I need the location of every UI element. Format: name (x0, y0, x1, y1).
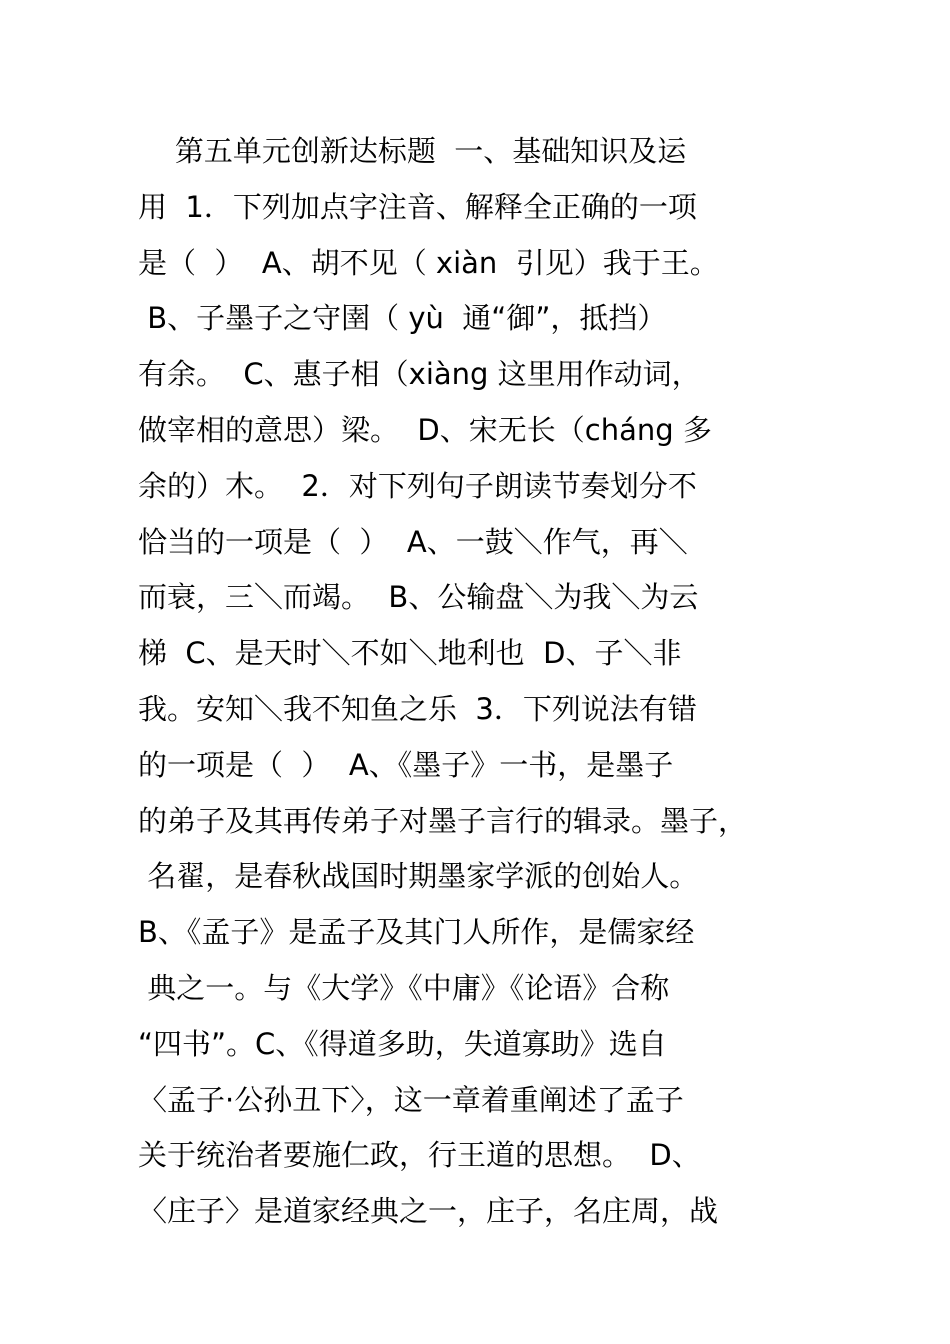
text-line-3: 是（ ） A、胡不见（ xiàn 引见）我于王。 (138, 245, 719, 280)
text-line-5: 有余。 C、惠子相（xiàng 这里用作动词， (138, 357, 701, 392)
text-line-7: 余的）木。 2．对下列句子朗读节奏划分不 (138, 468, 697, 503)
text-line-20: 〈庄子〉是道家经典之一，庄子，名庄周，战 (138, 1194, 719, 1229)
text-line-8: 恰当的一项是（ ） A、一鼓＼作气，再＼ (138, 524, 688, 559)
text-line-12: 的一项是（ ） A、《墨子》一书，是墨子 (138, 747, 674, 782)
text-line-6: 做宰相的意思）梁。 D、宋无长（cháng 多 (138, 412, 712, 447)
document-body (138, 124, 838, 1240)
text-line-1: 第五单元创新达标题 一、基础知识及运 (138, 134, 687, 168)
text-line-2: 用 1．下列加点字注音、解释全正确的一项 (138, 189, 697, 224)
text-line-9: 而衰，三＼而竭。 B、公输盘＼为我＼为云 (138, 580, 699, 615)
text-line-15: B、《孟子》是孟子及其门人所作，是儒家经 (138, 915, 695, 950)
text-line-17: “四书”。C、《得道多助，失道寡助》选自 (138, 1026, 667, 1061)
text-line-16: 典之一。与《大学》《中庸》《论语》合称 (138, 970, 670, 1005)
text-line-4: B、子墨子之守圉（ yù 通“御”，抵挡） (138, 301, 667, 336)
text-line-11: 我。安知＼我不知鱼之乐 3．下列说法有错 (138, 691, 697, 726)
text-line-18: 〈孟子·公孙丑下〉，这一章着重阐述了孟子 (138, 1082, 684, 1117)
text-line-19: 关于统治者要施仁政，行王道的思想。 D、 (138, 1138, 701, 1173)
text-line-10: 梯 C、是天时＼不如＼地利也 D、子＼非 (138, 636, 682, 671)
text-line-14: 名翟，是春秋战国时期墨家学派的创始人。 (138, 859, 699, 894)
text-line-13: 的弟子及其再传弟子对墨子言行的辑录。墨子， (138, 803, 748, 838)
